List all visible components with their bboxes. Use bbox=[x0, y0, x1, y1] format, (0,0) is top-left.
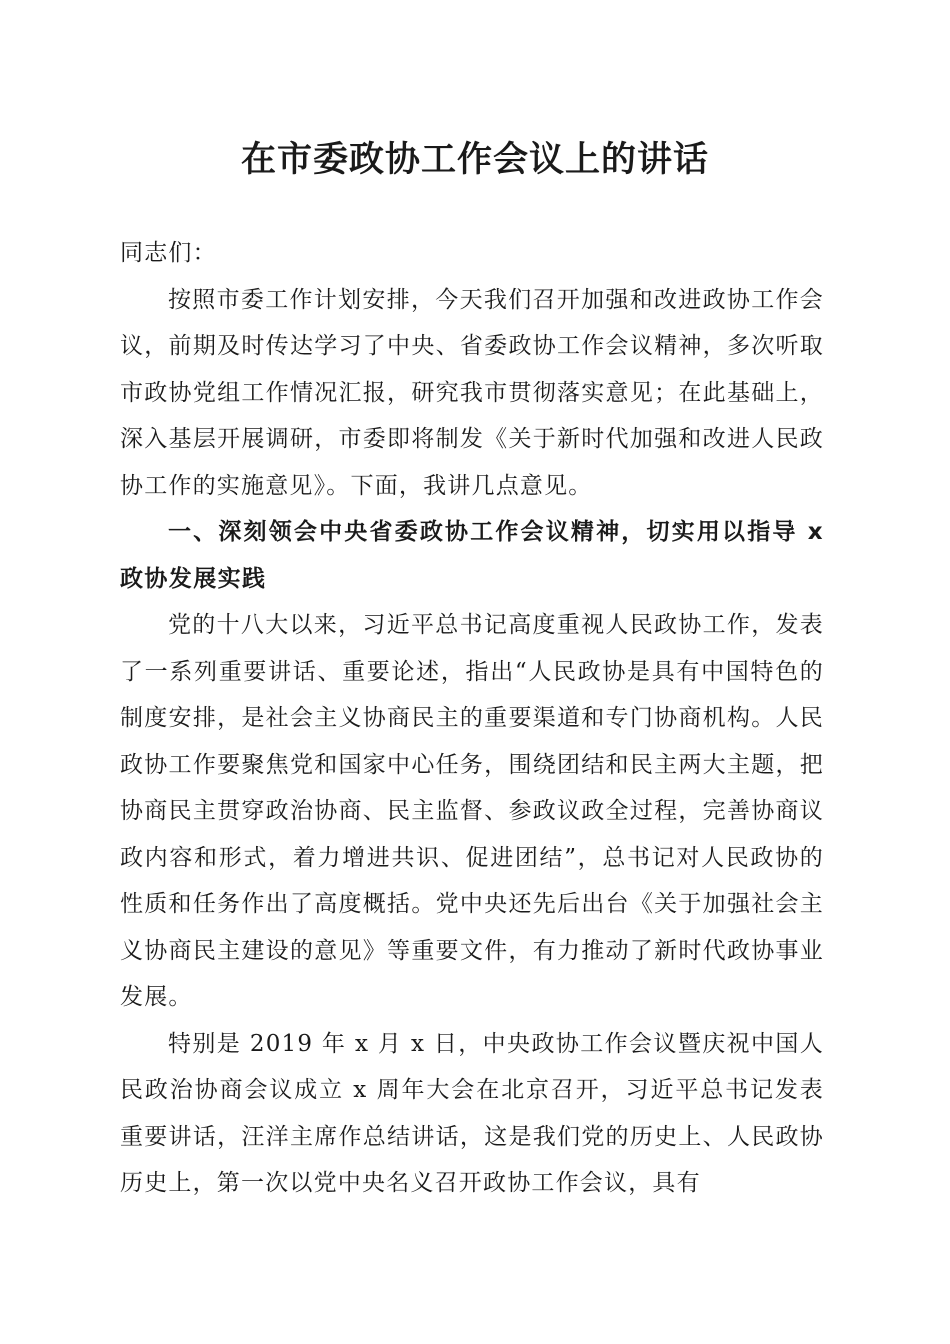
section-heading: 一、深刻领会中央省委政协工作会议精神，切实用以指导 x 政协发展实践 bbox=[120, 519, 824, 592]
body-paragraph: 党的十八大以来，习近平总书记高度重视人民政协工作，发表了一系列重要讲话、重要论述，指出“人民政协是具有中国特色的制度安排，是社会主义协商民主的重要渠道和专门协商机构。人民政协工作要聚焦党和国家中心任务，围绕团结和民主两大主题，把协商民主贯穿政治协商、民主监督、参政议政全过程，完善协商议政内容和形式，着力增进共识、促进团结”，总书记对人民政协的性质和任务作出了高度概括。党中央还先后出台《关于加强社会主义协商民主建设的意见》等重要文件，有力推动了新时代政协事业发展。 bbox=[120, 612, 824, 1010]
document-title: 在市委政协工作会议上的讲话 bbox=[240, 139, 709, 180]
document-body bbox=[120, 230, 824, 1207]
intro-paragraph: 按照市委工作计划安排，今天我们召开加强和改进政协工作会议，前期及时传达学习了中央、省委政协工作会议精神，多次听取市政协党组工作情况汇报，研究我市贯彻落实意见；在此基础上，深入基层开展调研，市委即将制发《关于新时代加强和改进人民政协工作的实施意见》。下面，我讲几点意见。 bbox=[120, 286, 824, 499]
salutation: 同志们： bbox=[120, 240, 217, 266]
body-paragraph: 特别是 2019 年 x 月 x 日，中央政协工作会议暨庆祝中国人民政治协商会议成立 x 周年大会在北京召开，习近平总书记发表重要讲话，汪洋主席作总结讲话，这是我们党的历史上、人民政协历史上，第一次以党中央名义召开政协工作会议，具有 bbox=[120, 1030, 824, 1196]
